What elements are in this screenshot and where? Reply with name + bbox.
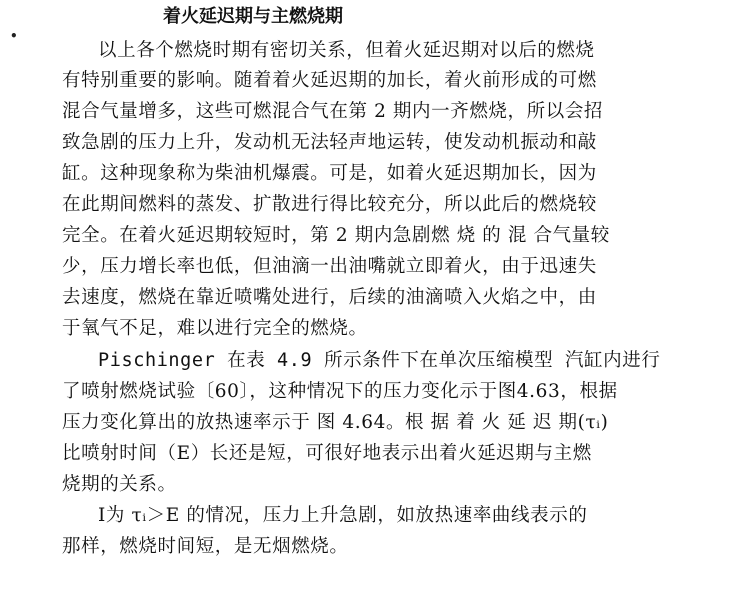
section-heading: 着火延迟期与主燃烧期 bbox=[163, 6, 343, 27]
text-line: 致急剧的压力上升，发动机无法轻声地运转，使发动机振动和敲 bbox=[62, 132, 597, 153]
text-line: 缸。这种现象称为柴油机爆震。可是，如着火延迟期加长，因为 bbox=[62, 163, 597, 184]
text-line: 于氧气不足，难以进行完全的燃烧。 bbox=[62, 318, 368, 339]
text-line: Pischinger 在表 4.9 所示条件下在单次压缩模型 汽缸内进行 bbox=[98, 350, 661, 371]
text-line: 烧期的关系。 bbox=[62, 474, 177, 495]
text-line: 压力变化算出的放热速率示于 图 4.64。根 据 着 火 延 迟 期(τᵢ) bbox=[62, 412, 609, 433]
text-line: 有特别重要的影响。随着着火延迟期的加长，着火前形成的可燃 bbox=[62, 70, 597, 91]
text-line: Ⅰ为 τᵢ＞E 的情况，压力上升急剧，如放热速率曲线表示的 bbox=[98, 505, 588, 526]
text-line: 以上各个燃烧时期有密切关系，但着火延迟期对以后的燃烧 bbox=[98, 40, 595, 61]
text-line: 了喷射燃烧试验〔60〕，这种情况下的压力变化示于图4.63，根据 bbox=[62, 381, 618, 402]
text-line: 比喷射时间（E）长还是短，可很好地表示出着火延迟期与主燃 bbox=[62, 443, 592, 464]
margin-mark: • bbox=[10, 29, 18, 43]
text-line: 少，压力增长率也低，但油滴一出油嘴就立即着火，由于迅速失 bbox=[62, 256, 597, 277]
text-line: 完全。在着火延迟期较短时，第 2 期内急剧燃 烧 的 混 合气量较 bbox=[62, 225, 610, 246]
text-line: 那样，燃烧时间短，是无烟燃烧。 bbox=[62, 536, 349, 557]
text-line: 混合气量增多，这些可燃混合气在第 2 期内一齐燃烧，所以会招 bbox=[62, 101, 604, 122]
text-line: 去速度，燃烧在靠近喷嘴处进行，后续的油滴喷入火焰之中，由 bbox=[62, 287, 597, 308]
text-line: 在此期间燃料的蒸发、扩散进行得比较充分，所以此后的燃烧较 bbox=[62, 194, 597, 215]
